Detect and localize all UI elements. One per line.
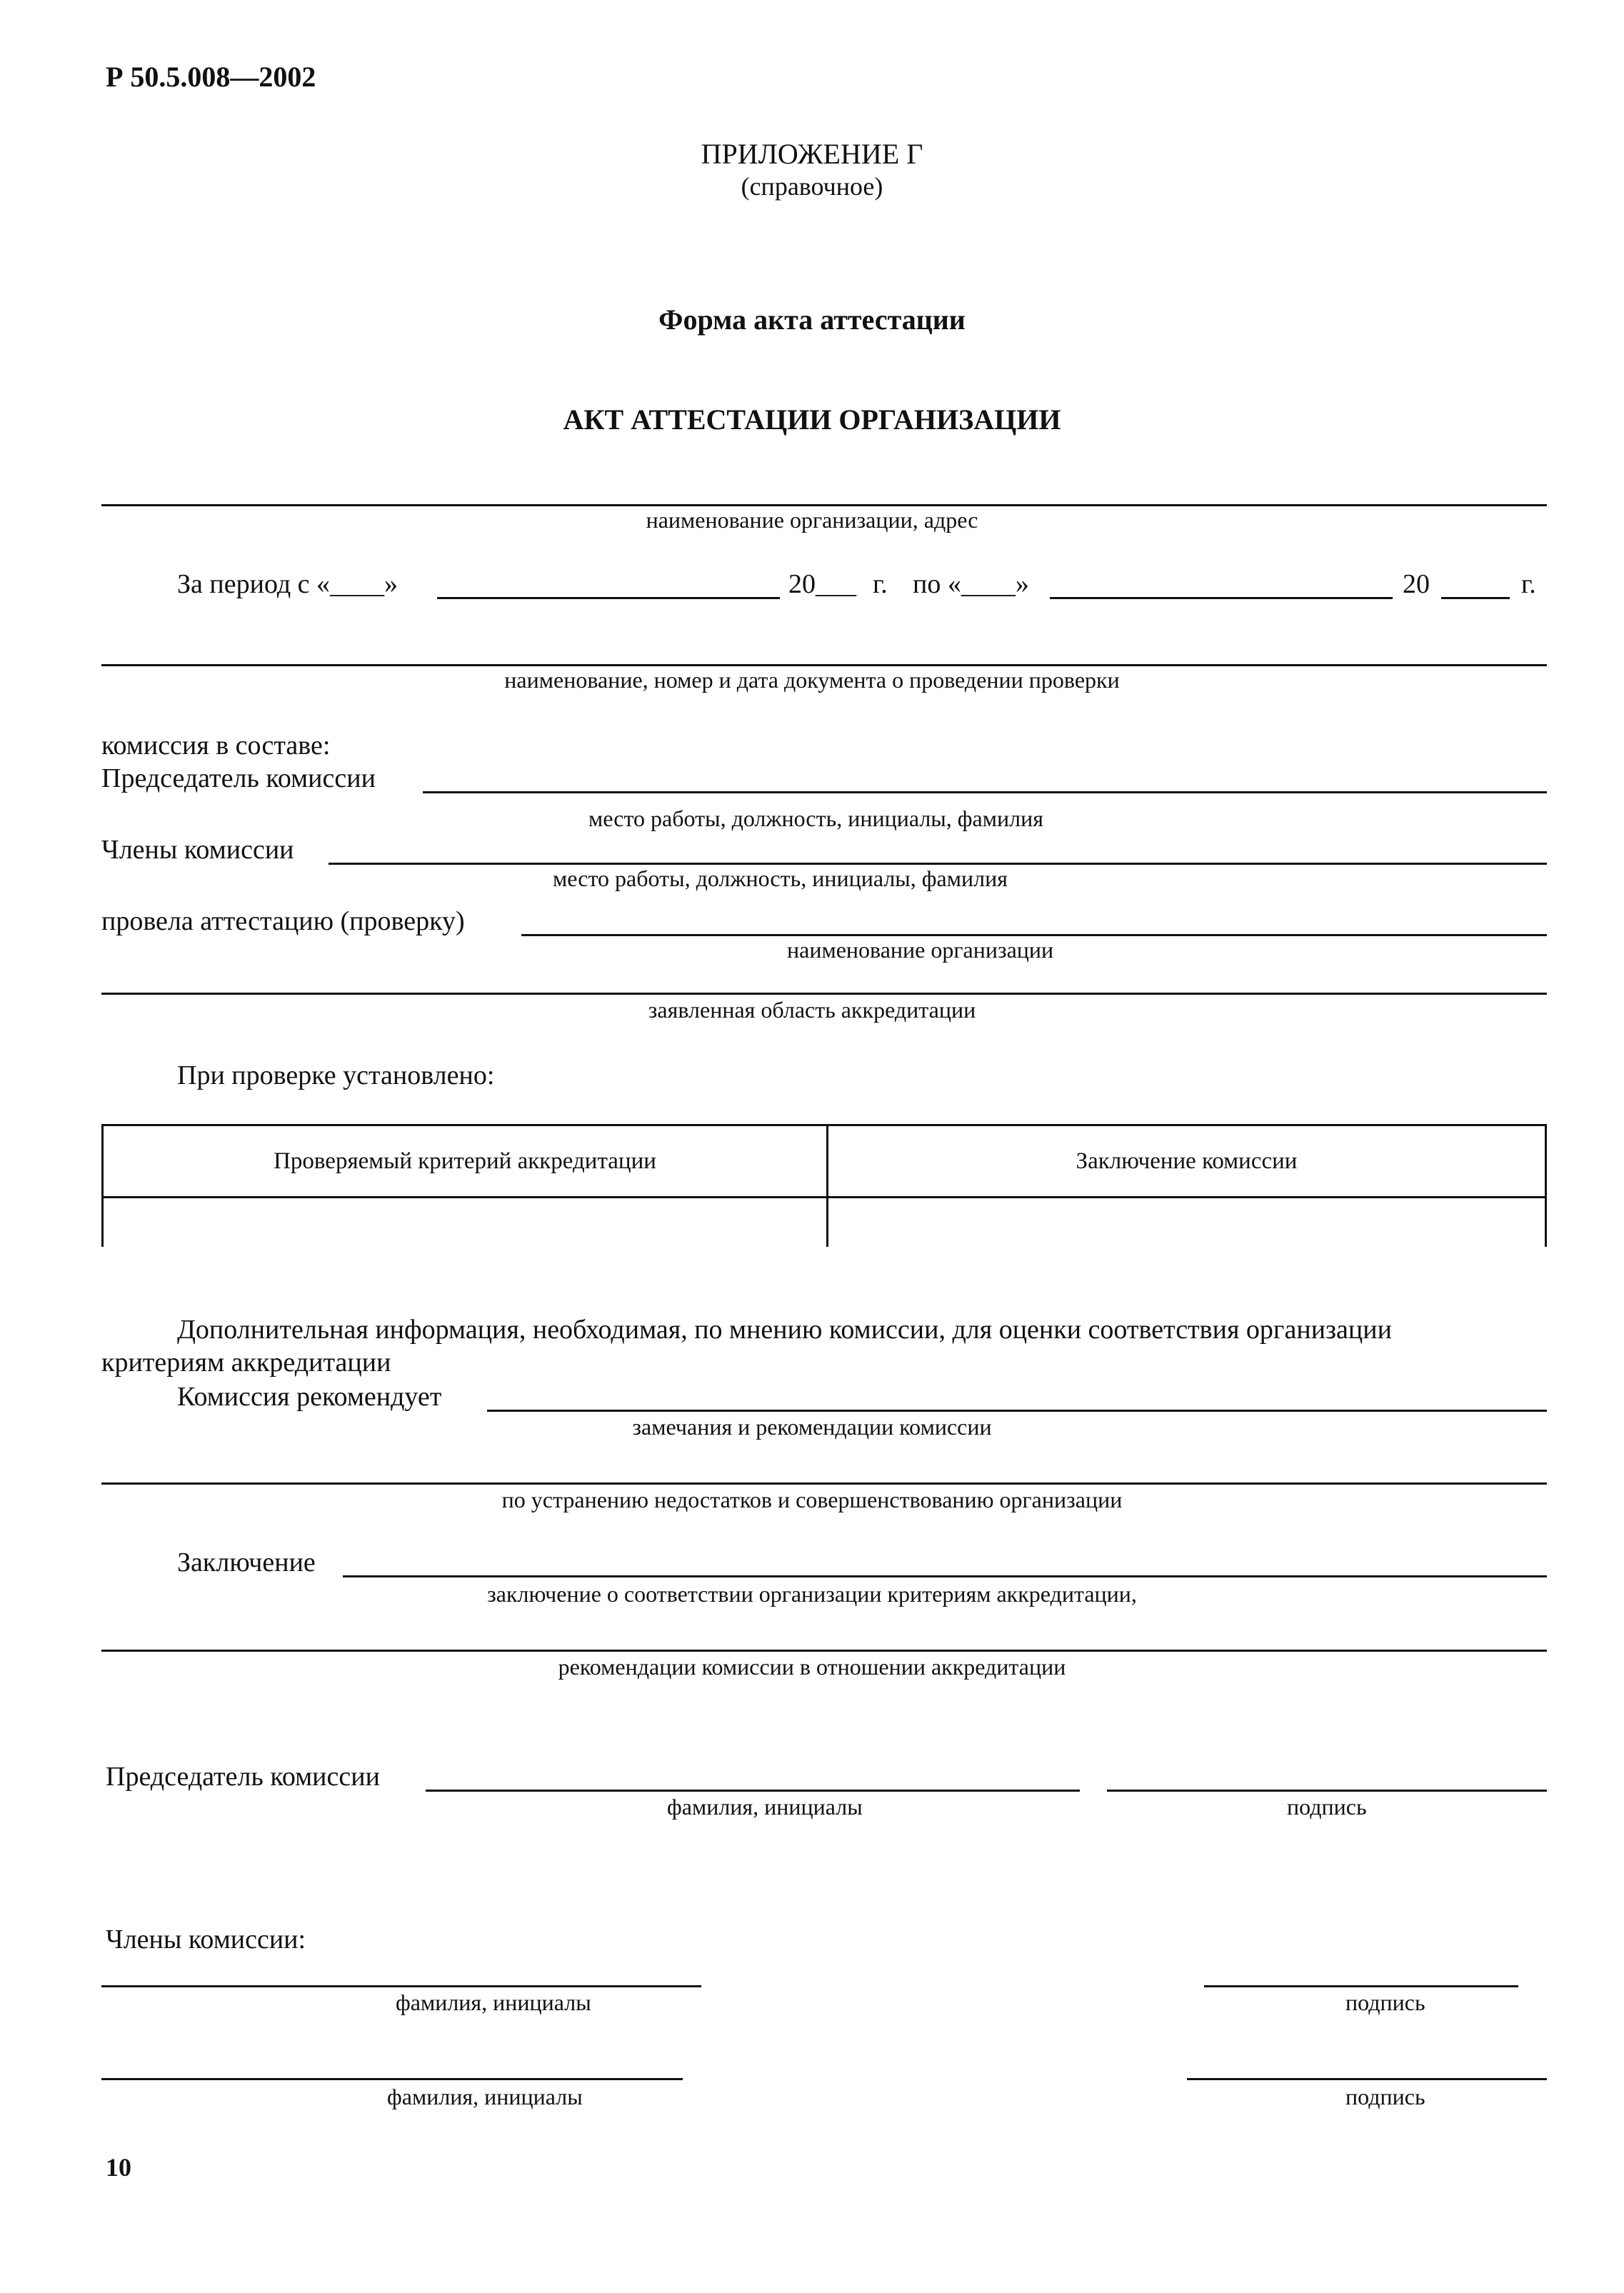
signature-members-label: Члены комиссии: bbox=[106, 1925, 306, 1955]
recommends-line[interactable] bbox=[487, 1410, 1547, 1412]
caption-chairman-surname: фамилия, инициалы bbox=[667, 1794, 863, 1820]
criteria-table bbox=[101, 1124, 1547, 1247]
conclusion-line[interactable] bbox=[343, 1575, 1547, 1577]
table-header-criterion: Проверяемый критерий аккредитации bbox=[103, 1125, 828, 1198]
period-year-to-line[interactable] bbox=[1441, 597, 1510, 599]
table-header-conclusion: Заключение комиссии bbox=[828, 1125, 1546, 1198]
appendix-title: ПРИЛОЖЕНИЕ Г bbox=[701, 138, 923, 170]
commission-composition: комиссия в составе: bbox=[101, 731, 331, 761]
members-label: Члены комиссии bbox=[101, 835, 294, 865]
conclusion-label: Заключение bbox=[177, 1547, 316, 1577]
org-name-line[interactable] bbox=[101, 504, 1547, 506]
caption-member-1-surname: фамилия, инициалы bbox=[396, 1990, 591, 2015]
form-title: Форма акта аттестации bbox=[658, 303, 966, 336]
caption-member-2-surname: фамилия, инициалы bbox=[387, 2084, 583, 2109]
members-line[interactable] bbox=[329, 863, 1547, 865]
period-label: За период с «____» bbox=[177, 569, 399, 599]
caption-conclusion: заключение о соответствии организации критериям аккредитации, bbox=[487, 1581, 1137, 1607]
recommends-label: Комиссия рекомендует bbox=[177, 1382, 442, 1412]
member-1-signature-line[interactable] bbox=[1204, 1985, 1518, 1987]
caption-recommendation: рекомендации комиссии в отношении аккредитации bbox=[558, 1654, 1066, 1680]
caption-workplace-2: место работы, должность, инициалы, фамилия bbox=[553, 865, 1008, 891]
caption-chairman-signature: подпись bbox=[1287, 1794, 1367, 1820]
conducted-line[interactable] bbox=[521, 934, 1547, 936]
caption-document: наименование, номер и дата документа о проведении проверки bbox=[504, 667, 1120, 693]
period-g-to: г. bbox=[1521, 569, 1536, 599]
period-by-label: по «____» bbox=[913, 569, 1029, 599]
conducted-label: провела аттестацию (проверку) bbox=[101, 906, 465, 936]
improvement-line[interactable] bbox=[101, 1482, 1547, 1485]
signature-chairman-label: Председатель комиссии bbox=[106, 1762, 380, 1792]
recommendation-line[interactable] bbox=[101, 1650, 1547, 1652]
additional-info-line-2: критериям аккредитации bbox=[101, 1348, 391, 1378]
caption-member-2-signature: подпись bbox=[1345, 2084, 1425, 2109]
member-1-surname-line[interactable] bbox=[101, 1985, 701, 1987]
chairman-line[interactable] bbox=[423, 791, 1547, 793]
caption-org-name: наименование организации, адрес bbox=[646, 507, 978, 533]
member-2-surname-line[interactable] bbox=[101, 2078, 683, 2080]
period-year-from: 20___ bbox=[788, 569, 856, 599]
period-to-month-line[interactable] bbox=[1050, 597, 1393, 599]
document-code: Р 50.5.008—2002 bbox=[106, 61, 316, 93]
table-cell-criterion[interactable] bbox=[103, 1198, 828, 1248]
page-number: 10 bbox=[106, 2153, 131, 2182]
chairman-label: Председатель комиссии bbox=[101, 763, 376, 793]
chairman-surname-line[interactable] bbox=[426, 1790, 1080, 1792]
member-2-signature-line[interactable] bbox=[1187, 2078, 1547, 2080]
caption-org-name-2: наименование организации bbox=[787, 937, 1054, 963]
caption-improvement: по устранению недостатков и совершенствованию организации bbox=[501, 1487, 1123, 1512]
appendix-subtitle: (справочное) bbox=[741, 172, 883, 201]
chairman-signature-line[interactable] bbox=[1107, 1790, 1547, 1792]
table-cell-conclusion[interactable] bbox=[828, 1198, 1546, 1248]
additional-info-line-1: Дополнительная информация, необходимая, по мнению комиссии, для оценки соответствия организации bbox=[177, 1315, 1392, 1345]
caption-scope: заявленная область аккредитации bbox=[648, 997, 976, 1023]
caption-member-1-signature: подпись bbox=[1345, 1990, 1425, 2015]
act-title: АКТ АТТЕСТАЦИИ ОРГАНИЗАЦИИ bbox=[563, 403, 1061, 436]
caption-remarks: замечания и рекомендации комиссии bbox=[632, 1414, 992, 1440]
caption-workplace-1: место работы, должность, инициалы, фамилия bbox=[588, 806, 1043, 831]
scope-line[interactable] bbox=[101, 993, 1547, 995]
period-from-month-line[interactable] bbox=[437, 597, 780, 599]
period-g-from: г. bbox=[873, 569, 888, 599]
period-year-to: 20 bbox=[1403, 569, 1430, 599]
check-intro: При проверке установлено: bbox=[177, 1060, 495, 1090]
document-line[interactable] bbox=[101, 664, 1547, 666]
